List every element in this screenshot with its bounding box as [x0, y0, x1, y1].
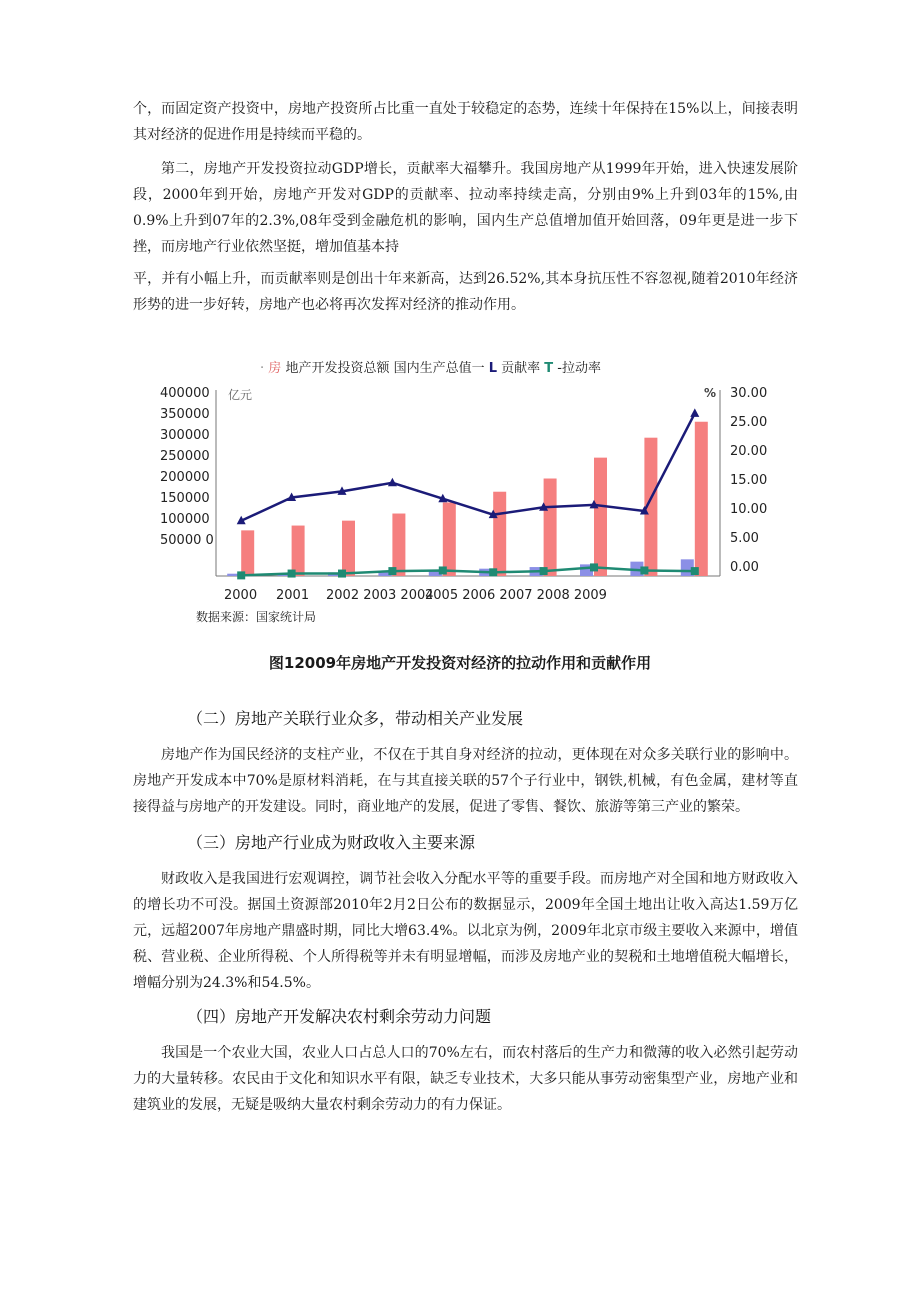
- right-tick-label: 25.00: [730, 415, 768, 430]
- bar-gdp-2009: [695, 422, 708, 576]
- legend-investment-gdp-label: 地产开发投资总额 国内生产总值一: [285, 361, 489, 376]
- section-heading-related-industries: （二）房地产关联行业众多，带动相关产业发展: [187, 709, 524, 728]
- right-tick-label: 0.00: [730, 560, 759, 575]
- left-tick-label: 350000: [160, 407, 210, 422]
- left-tick-label: 100000: [160, 512, 210, 527]
- pull-point-2003: [388, 567, 396, 575]
- pull-point-2008: [640, 566, 648, 574]
- legend-bullet: ·: [260, 361, 265, 376]
- contribution-rate-line: [241, 413, 695, 520]
- pull-point-2007: [590, 563, 598, 571]
- plot-area: [227, 408, 708, 579]
- paragraph-investment-share: 个，而固定资产投资中，房地产投资所占比重一直处于较稳定的态势，连续十年保持在15%以上，间接表明其对经济的促进作用是持续而平稳的。: [133, 101, 798, 143]
- pull-point-2004: [439, 566, 447, 574]
- legend-contribution-label: 贡献率: [501, 361, 545, 376]
- source-note: 数据来源：国家统计局: [196, 610, 317, 624]
- left-tick-label: 150000: [160, 491, 210, 506]
- right-tick-label: 5.00: [730, 531, 759, 546]
- pull-point-2005: [489, 568, 497, 576]
- section-heading-rural-labor: （四）房地产开发解决农村剩余劳动力问题: [187, 1007, 492, 1026]
- section-heading-fiscal-revenue: （三）房地产行业成为财政收入主要来源: [187, 833, 476, 852]
- left-tick-label: 300000: [160, 428, 210, 443]
- figure-caption: 图12009年房地产开发投资对经济的拉动作用和贡献作用: [268, 654, 652, 672]
- paragraph-gdp-growth: 第二，房地产开发投资拉动GDP增长，贡献率大福攀升。我国房地产从1999年开始，进入快速发展阶段，2000年到开始，房地产开发对GDP的贡献率、拉动率持续走高，分别由9%上升到03年的15%,由0.9%上升到07年的2.3%,08年受到金融危机的影响，国内生产总值增加值开始回落，09年更是进一步下挫，而房地产行业依然坚挺，增加值基本持: [133, 161, 798, 255]
- paragraph-contribution-rate: 平，并有小幅上升，而贡献率则是创出十年来新高，达到26.52%,其本身抗压性不容忽视,随着2010年经济形势的进一步好转，房地产也必将再次发挥对经济的推动作用。: [133, 271, 798, 313]
- x-tick-label: 2000: [224, 588, 258, 603]
- bar-gdp-2001: [292, 526, 305, 576]
- right-tick-label: 15.00: [730, 473, 768, 488]
- left-tick-label: 400000: [160, 386, 210, 401]
- paragraph-fiscal-revenue: 财政收入是我国进行宏观调控，调节社会收入分配水平等的重要手段。而房地产对全国和地方财政收入的增长功不可没。据国土资源部2010年2月2日公布的数据显示，2009年全国土地出让收入高达1.59万亿元，远超2007年房地产鼎盛时期，同比大增63.4%。以北京为例，2009年北京市级主要收入来源中，增值税、营业税、企业所得税、个人所得税等并未有明显增幅，而涉及房地产业的契税和土地增值税大幅增长，增幅分别为24.3%和54.5%。: [133, 871, 798, 991]
- bar-gdp-2005: [493, 492, 506, 576]
- bar-gdp-2004: [443, 502, 456, 576]
- right-unit-label: %: [704, 386, 717, 400]
- chart-legend: [260, 360, 601, 376]
- left-tick-label: 250000: [160, 449, 210, 464]
- investment-gdp-chart: [150, 352, 770, 632]
- legend-investment-marker: 房: [268, 361, 282, 376]
- pull-point-2001: [288, 570, 296, 578]
- bar-gdp-2002: [342, 521, 355, 576]
- right-tick-label: 30.00: [730, 386, 768, 401]
- legend-pull-marker: T: [544, 361, 554, 376]
- pull-point-2009: [691, 567, 699, 575]
- bar-gdp-2007: [594, 458, 607, 576]
- bar-gdp-2003: [392, 514, 405, 576]
- legend-contribution-marker: L: [488, 361, 497, 376]
- right-tick-label: 20.00: [730, 444, 768, 459]
- x-tick-label: 2002 2003 2004: [326, 588, 434, 603]
- pull-point-2002: [338, 570, 346, 578]
- bar-gdp-2000: [241, 530, 254, 576]
- right-tick-label: 10.00: [730, 502, 768, 517]
- x-tick-label: 2001: [276, 588, 310, 603]
- left-tick-label: 200000: [160, 470, 210, 485]
- left-unit-label: 亿元: [228, 388, 253, 402]
- pull-rate-line: [241, 567, 695, 575]
- pull-point-2006: [540, 567, 548, 575]
- left-tick-label: 50000 0: [160, 533, 214, 548]
- contribution-point-2003: [388, 478, 397, 487]
- bar-gdp-2006: [544, 479, 557, 576]
- paragraph-rural-labor: 我国是一个农业大国，农业人口占总人口的70%左右，而农村落后的生产力和微薄的收入必然引起劳动力的大量转移。农民由于文化和知识水平有限，缺乏专业技术，大多只能从事劳动密集型产业，房地产业和建筑业的发展，无疑是吸纳大量农村剩余劳动力的有力保证。: [133, 1045, 798, 1113]
- x-tick-label: 2005 2006 2007 2008 2009: [425, 588, 607, 603]
- pull-point-2000: [237, 571, 245, 579]
- contribution-point-2009: [690, 408, 699, 417]
- legend-pull-label: -拉动率: [557, 361, 601, 376]
- paragraph-related-industries: 房地产作为国民经济的支柱产业，不仅在于其自身对经济的拉动，更体现在对众多关联行业的影响中。房地产开发成本中70%是原材料消耗，在与其直接关联的57个子行业中，钢铁,机械，有色金属，建材等直接得益与房地产的开发建设。同时，商业地产的发展，促进了零售、餐饮、旅游等第三产业的繁荣。: [133, 747, 798, 815]
